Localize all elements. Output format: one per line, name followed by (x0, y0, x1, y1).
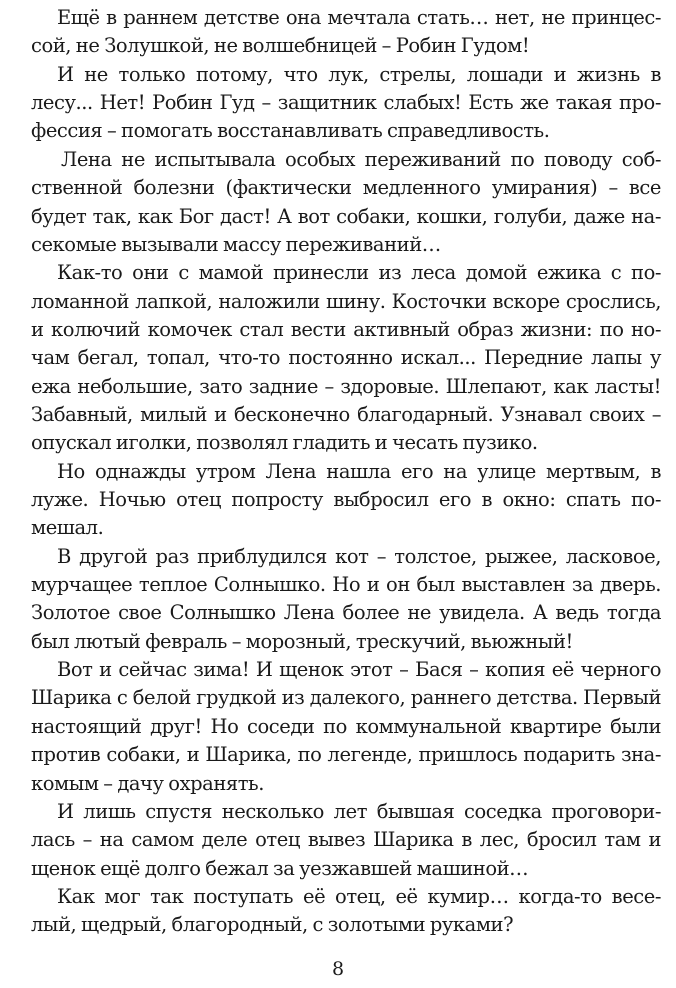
text-line: лась – на самом деле отец вывез Шарика в лес, бросил там и (31, 828, 661, 852)
text-line: Забавный, милый и бесконечно благодарный. Узнавал своих – (31, 402, 661, 426)
text-line: Но однажды утром Лена нашла его на улице мертвым, в (57, 459, 661, 483)
text-line: чам бегал, топал, что-то постоянно искал... Передние лапы у (31, 346, 661, 370)
text-line: фессия – помогать восстанавливать справедливость. (31, 119, 550, 143)
text-line: опускал иголки, позволял гладить и чесать пузико. (31, 431, 538, 455)
text-line: Как-то они с мамой принесли из леса домой ежика с по- (57, 261, 661, 285)
text-line: луже. Ночью отец попросту выбросил его в окно: спать по- (31, 488, 661, 511)
text-line: будет так, как Бог даст! А вот собаки, кошки, голуби, даже на- (31, 204, 661, 228)
text-line: Шарика с белой грудкой из далекого, раннего детства. Первый (31, 686, 661, 710)
text-line: Лена не испытывала особых переживаний по поводу соб- (61, 147, 661, 171)
text-line: сой, не Золушкой, не волшебницей – Робин Гудом! (31, 34, 530, 58)
text-line: ломанной лапкой, наложили шину. Косточки вскоре срослись, (31, 289, 661, 313)
text-line: Ещё в раннем детстве она мечтала стать… нет, не принцес- (57, 6, 661, 29)
text-line: против собаки, и Шарика, по легенде, пришлось подарить зна- (31, 743, 661, 767)
text-line: настоящий друг! Но соседи по коммунальной квартире были (31, 714, 661, 738)
text-line: лесу... Нет! Робин Гуд – защитник слабых! Есть же такая про- (31, 91, 661, 115)
text-line: ежа небольшие, зато задние – здоровые. Шлепают, как ласты! (31, 374, 661, 398)
text-line: мешал. (31, 516, 104, 540)
text-line: ственной болезни (фактически медленного умирания) – все (31, 176, 661, 200)
text-line: и колючий комочек стал вести активный образ жизни: по но- (31, 317, 661, 341)
text-line: В другой раз приблудился кот – толстое, рыжее, ласковое, (57, 544, 661, 568)
text-line: мурчащее теплое Солнышко. Но и он был выставлен за дверь. (31, 573, 661, 596)
text-line: Как мог так поступать её отец, её кумир… когда-то весе- (57, 884, 661, 908)
page-number: 8 (331, 958, 345, 980)
text-line: лый, щедрый, благородный, с золотыми руками? (31, 913, 514, 937)
text-line: И не только потому, что лук, стрелы, лошади и жизнь в (57, 62, 661, 86)
text-line: щенок ещё долго бежал за уезжавшей машиной… (31, 856, 529, 880)
text-line: был лютый февраль – морозный, трескучий, вьюжный! (31, 629, 573, 653)
text-line: Вот и сейчас зима! И щенок этот – Бася – копия её черного (57, 658, 661, 682)
text-line: комым – дачу охранять. (31, 771, 264, 795)
text-line: И лишь спустя несколько лет бывшая соседка проговори- (57, 799, 661, 823)
text-line: секомые вызывали массу переживаний… (31, 232, 441, 256)
text-line: Золотое свое Солнышко Лена более не увидела. А ведь тогда (31, 601, 661, 625)
